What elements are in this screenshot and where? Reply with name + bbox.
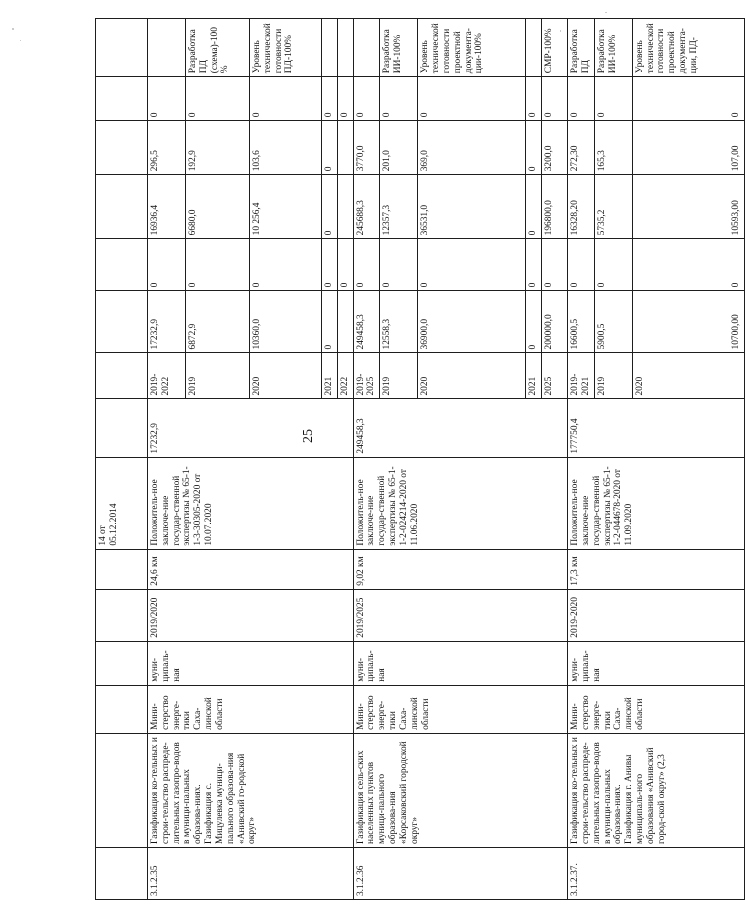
cost-cell: 249458,3 — [353, 399, 567, 457]
ob-cell: 5735,2 — [594, 175, 632, 239]
ob-cell — [337, 175, 353, 239]
total-cell: 36900,0 — [418, 291, 526, 353]
name-cell: Газификация ко-тельных и строи-тельство распреде-лительных газопро-водов в муници-пальных образова-ниях. Газификация с. Мицулевка муници-пального образова-ния «Анивский го-родской округ» — [148, 733, 354, 847]
period-cell: 2019/2025 — [353, 589, 567, 641]
rotated-table-wrapper — [95, 18, 741, 900]
total-cell: 0 — [322, 291, 338, 353]
total-cell — [337, 291, 353, 353]
year-cell: 2020 — [632, 353, 744, 399]
year-cell: 2019-2025 — [353, 353, 380, 399]
scan-speck — [20, 40, 21, 41]
mb-cell: 296,5 — [148, 121, 186, 175]
total-cell: 10700,00 — [632, 291, 744, 353]
fb-cell: 0 — [186, 239, 250, 291]
table-row — [96, 19, 148, 900]
total-cell: 16600,5 — [568, 291, 595, 353]
executor-cell: Мини-стерство энерге-тики Саха-линской области — [568, 685, 745, 733]
name-cell: Газификация ко-тельных и строи-тельство распреде-лительных газопро-водов в муници-пальных образова-ниях. Газификация г. Анивы муниципаль-ного образования «Анивский город-ской округ» (2,3 — [568, 733, 745, 847]
table-row — [568, 19, 595, 900]
fb-cell: 0 — [353, 239, 380, 291]
result-cell: Разработка ИИ-100% — [380, 19, 418, 77]
ob-cell: 12357,3 — [380, 175, 418, 239]
vb-cell: 0 — [250, 77, 322, 121]
year-cell: 2025 — [542, 353, 568, 399]
total-cell: 17232,9 — [148, 291, 186, 353]
vb-cell: 0 — [322, 77, 338, 121]
fb-cell: 0 — [526, 239, 542, 291]
total-cell: 12558,3 — [380, 291, 418, 353]
mb-cell: 369,0 — [418, 121, 526, 175]
vb-cell: 0 — [542, 77, 568, 121]
cost-cell: 17232,9 — [148, 399, 354, 457]
vb-cell: 0 — [632, 77, 744, 121]
year-cell: 2019 — [594, 353, 632, 399]
code-cell: 3.1.2.35 — [148, 847, 354, 899]
result-cell — [337, 19, 353, 77]
period-cell: 2019-2020 — [568, 589, 745, 641]
total-cell: 249458,3 — [353, 291, 380, 353]
ob-cell: 196800,0 — [542, 175, 568, 239]
capacity-cell: 17,3 км — [568, 549, 745, 589]
table-row — [148, 19, 186, 900]
result-cell: Уровень технической готовности проектной документа-ции, ПД- — [632, 19, 744, 77]
ob-cell: 0 — [322, 175, 338, 239]
result-cell — [353, 19, 380, 77]
fb-cell: 0 — [322, 239, 338, 291]
result-cell: Разработка ПД (схема)-100% — [186, 19, 250, 77]
capacity-cell: 9,02 км — [353, 549, 567, 589]
year-cell: 2019 — [380, 353, 418, 399]
total-cell: 6872,9 — [186, 291, 250, 353]
ob-cell: 10593,00 — [632, 175, 744, 239]
expertise-cell: Положитель-ное заключе-ние государ-ственной экспертизы № 65-1-1-3-30305-2020 от 10.07.2020 — [148, 457, 354, 549]
total-cell: 0 — [526, 291, 542, 353]
mb-cell: 201,0 — [380, 121, 418, 175]
vb-cell: 0 — [594, 77, 632, 121]
total-cell: 10360,0 — [250, 291, 322, 353]
mb-cell: 192,9 — [186, 121, 250, 175]
scan-speck — [560, 30, 561, 32]
scan-speck — [605, 12, 607, 13]
result-cell — [148, 19, 186, 77]
fb-cell: 0 — [594, 239, 632, 291]
fb-cell: 0 — [632, 239, 744, 291]
expertise-cell: Положитель-ное заключе-ние государ-ственной экспертизы № 65-1-1-2-044678-2020 от 11.09.2020 — [568, 457, 745, 549]
year-cell: 2020 — [250, 353, 322, 399]
result-cell — [526, 19, 542, 77]
fb-cell: 0 — [542, 239, 568, 291]
vb-cell: 0 — [337, 77, 353, 121]
ob-cell: 16936,4 — [148, 175, 186, 239]
year-cell: 2021 — [322, 353, 338, 399]
mb-cell — [337, 121, 353, 175]
fb-cell: 0 — [250, 239, 322, 291]
fb-cell: 0 — [148, 239, 186, 291]
ownership-cell: муни-ципаль-ная — [148, 641, 354, 685]
ob-cell: 0 — [526, 175, 542, 239]
vb-cell: 0 — [418, 77, 526, 121]
name-cell: Газификация сель-ских населенных пунктов муници-пального образова-ния «Корсаковский городской округ» — [353, 733, 567, 847]
expertise-cell: 14 от 05.12.2014 — [96, 457, 148, 549]
result-cell: Разработка ПД — [568, 19, 595, 77]
ob-cell: 36531,0 — [418, 175, 526, 239]
year-cell: 2022 — [337, 353, 353, 399]
period-cell: 2019/2020 — [148, 589, 354, 641]
mb-cell: 3770,0 — [353, 121, 380, 175]
ownership-cell: муни-ципаль-ная — [353, 641, 567, 685]
fb-cell: 0 — [418, 239, 526, 291]
result-cell — [322, 19, 338, 77]
fb-cell: 0 — [568, 239, 595, 291]
vb-cell: 0 — [380, 77, 418, 121]
year-cell: 2020 — [418, 353, 526, 399]
executor-cell: Мини-стерство энерге-тики Саха-линской области — [353, 685, 567, 733]
ob-cell: 245688,3 — [353, 175, 380, 239]
mb-cell: 272,30 — [568, 121, 595, 175]
vb-cell: 0 — [568, 77, 595, 121]
mb-cell: 3200,0 — [542, 121, 568, 175]
mb-cell: 103,6 — [250, 121, 322, 175]
capacity-cell: 24,6 км — [148, 549, 354, 589]
fb-cell: 0 — [380, 239, 418, 291]
table-row — [353, 19, 380, 900]
fb-cell: 0 — [337, 239, 353, 291]
executor-cell: Мини-стерство энерге-тики Саха-линской области — [148, 685, 354, 733]
code-cell: 3.1.2.36 — [353, 847, 567, 899]
vb-cell: 0 — [148, 77, 186, 121]
result-cell: СМР-100% — [542, 19, 568, 77]
cost-cell: 177750,4 — [568, 399, 745, 457]
code-cell: 3.1.2.37. — [568, 847, 745, 899]
total-cell: 200000,0 — [542, 291, 568, 353]
result-cell: Уровень технической готовности ПД-100% — [250, 19, 322, 77]
year-cell: 2021 — [526, 353, 542, 399]
year-cell: 2019 — [186, 353, 250, 399]
ob-cell: 16328,20 — [568, 175, 595, 239]
mb-cell: 0 — [526, 121, 542, 175]
ob-cell: 10 256,4 — [250, 175, 322, 239]
mb-cell: 165,3 — [594, 121, 632, 175]
program-table — [95, 18, 745, 900]
page-number: 25 — [301, 429, 316, 443]
year-cell: 2019-2022 — [148, 353, 186, 399]
year-cell: 2019-2021 — [568, 353, 595, 399]
mb-cell: 0 — [322, 121, 338, 175]
result-cell: Уровень технической готовности проектной документа-ции-100% — [418, 19, 526, 77]
scan-speck — [12, 28, 14, 30]
ownership-cell: муни-ципаль-ная — [568, 641, 745, 685]
vb-cell: 0 — [186, 77, 250, 121]
expertise-cell: Положитель-ное заключе-ние государ-ственной экспертизы № 65-1-1-2-024214-2020 от 11.06.2020 — [353, 457, 567, 549]
result-cell: Разработка ИИ-100% — [594, 19, 632, 77]
mb-cell: 107,00 — [632, 121, 744, 175]
total-cell: 5900,5 — [594, 291, 632, 353]
vb-cell: 0 — [526, 77, 542, 121]
vb-cell: 0 — [353, 77, 380, 121]
ob-cell: 6680,0 — [186, 175, 250, 239]
